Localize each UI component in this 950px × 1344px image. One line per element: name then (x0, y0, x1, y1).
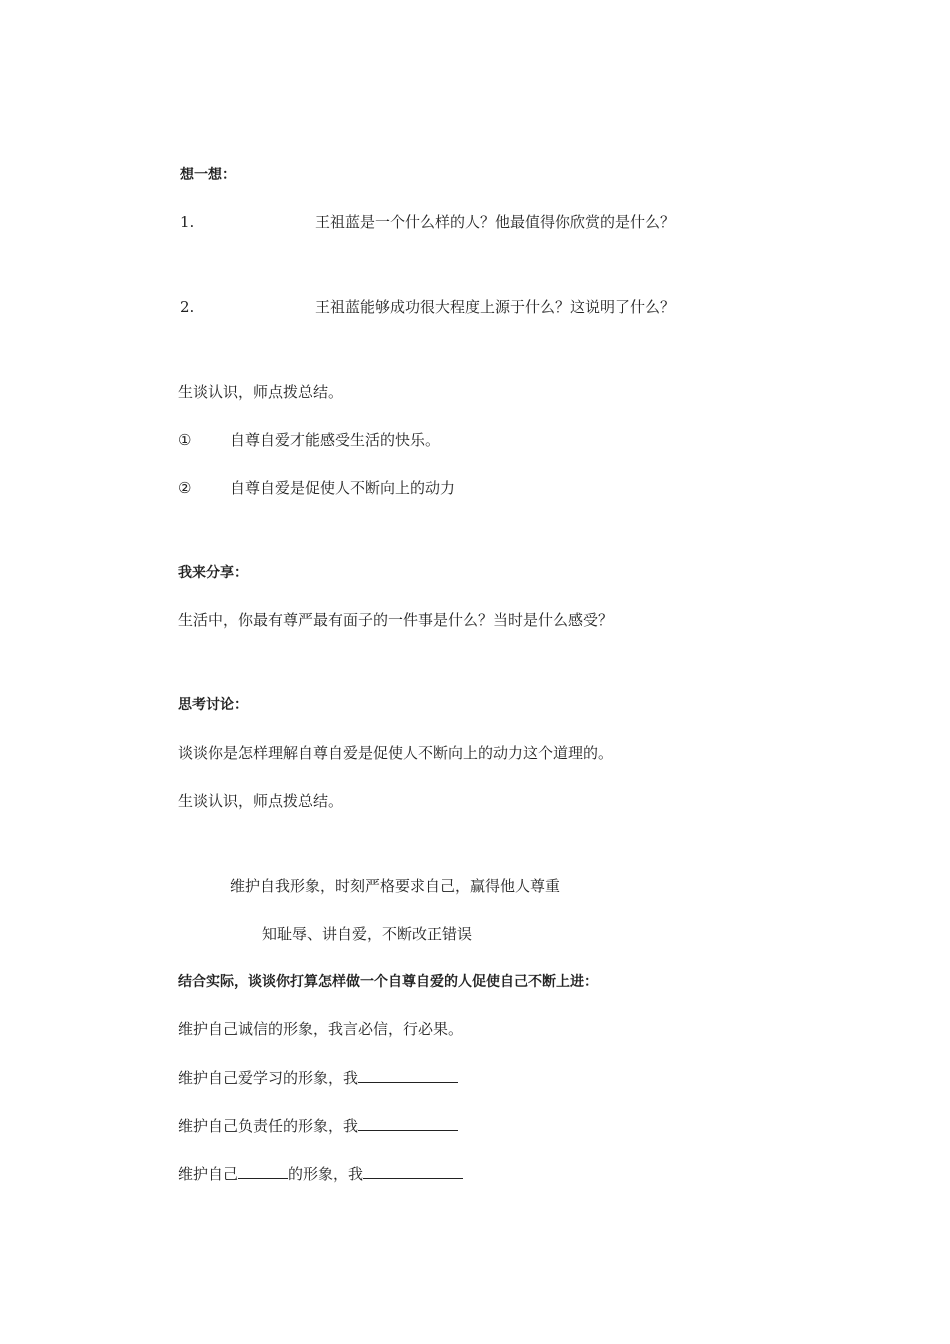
practice-line-3-text: 维护自己负责任的形象，我 (178, 1117, 359, 1135)
summary-point-2-text: 自尊自爱是促使人不断向上的动力 (230, 479, 456, 497)
answer-blank[interactable] (363, 1163, 463, 1179)
question-2-number: 2. (180, 298, 195, 316)
question-1-number: 1. (180, 213, 195, 231)
summary-intro-2: 生谈认识，师点拨总结。 (178, 792, 344, 810)
share-text: 生活中，你最有尊严最有面子的一件事是什么？当时是什么感受？ (178, 611, 614, 629)
practice-line-3 (178, 1115, 458, 1136)
practice-heading: 结合实际，谈谈你打算怎样做一个自尊自爱的人促使自己不断上进： (178, 974, 598, 990)
question-2-text: 王祖蓝能够成功很大程度上源于什么？这说明了什么？ (315, 298, 676, 316)
circled-number-2: ② (178, 479, 192, 497)
answer-blank[interactable] (358, 1067, 458, 1083)
summary-intro-1: 生谈认识，师点拨总结。 (178, 383, 344, 401)
share-heading: 我来分享： (178, 565, 248, 581)
circled-number-1: ① (178, 431, 192, 449)
quality-blank[interactable] (238, 1163, 288, 1179)
summary-point-1-text: 自尊自爱才能感受生活的快乐。 (230, 431, 441, 449)
practice-line-2 (178, 1067, 458, 1088)
key-point-2: 知耻辱、讲自爱，不断改正错误 (262, 925, 473, 943)
practice-line-4-text-a: 维护自己 (178, 1165, 239, 1183)
practice-line-1: 维护自己诚信的形象，我言必信，行必果。 (178, 1020, 464, 1038)
key-point-1: 维护自我形象，时刻严格要求自己，赢得他人尊重 (230, 877, 561, 895)
answer-blank[interactable] (358, 1115, 458, 1131)
discuss-text: 谈谈你是怎样理解自尊自爱是促使人不断向上的动力这个道理的。 (178, 744, 614, 762)
practice-line-2-text: 维护自己爱学习的形象，我 (178, 1069, 359, 1087)
question-1-text: 王祖蓝是一个什么样的人？他最值得你欣赏的是什么？ (315, 213, 676, 231)
practice-line-4 (178, 1163, 463, 1184)
discuss-heading: 思考讨论： (178, 697, 248, 713)
think-heading: 想一想： (180, 167, 236, 183)
practice-line-4-text-b: 的形象，我 (288, 1165, 364, 1183)
